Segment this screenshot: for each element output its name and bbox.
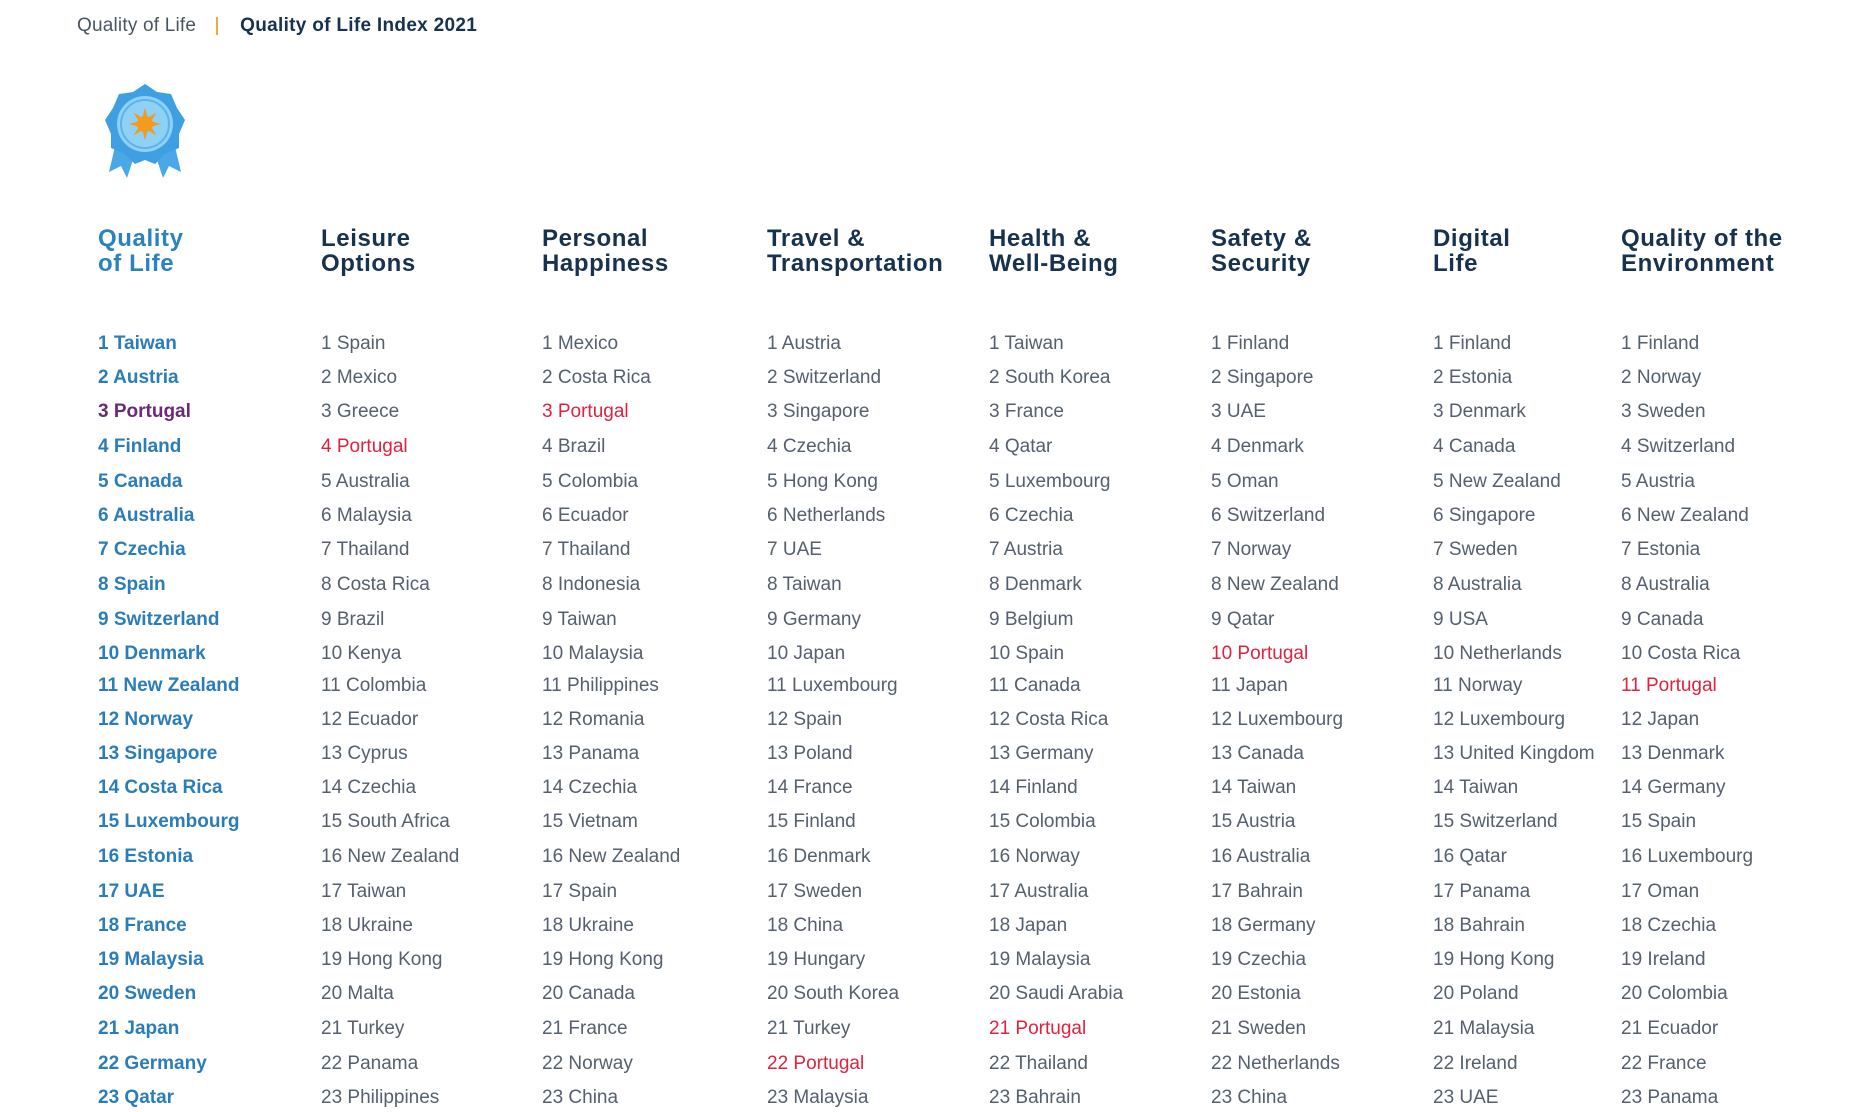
ranking-item: 1 Finland: [1211, 333, 1290, 354]
ranking-item: 5 Oman: [1211, 471, 1279, 492]
ranking-item: 1 Finland: [1621, 333, 1700, 354]
ranking-item: 13 Germany: [989, 743, 1094, 764]
ranking-item: 20 Saudi Arabia: [989, 983, 1124, 1004]
ranking-item: 18 Bahrain: [1433, 915, 1525, 936]
column-heading: [1433, 226, 1613, 286]
ranking-item: 21 Turkey: [321, 1018, 405, 1039]
ranking-item: 7 Austria: [989, 539, 1063, 560]
ranking-item: 21 Sweden: [1211, 1018, 1307, 1039]
ranking-item: 13 Singapore: [98, 743, 218, 764]
ranking-item: 6 Switzerland: [1211, 505, 1326, 526]
ranking-item: 23 Qatar: [98, 1087, 175, 1108]
ranking-item: 10 Japan: [767, 643, 846, 664]
ranking-item: 16 Luxembourg: [1621, 846, 1754, 867]
ranking-item: 10 Denmark: [98, 643, 206, 664]
ranking-item: 18 Germany: [1211, 915, 1316, 936]
ranking-item: 11 Portugal: [1621, 675, 1717, 696]
ranking-item: 6 New Zealand: [1621, 505, 1749, 526]
column-heading-line: Travel &: [767, 225, 866, 252]
ranking-item: 9 Qatar: [1211, 609, 1275, 630]
ranking-item: 15 Switzerland: [1433, 811, 1558, 832]
ranking-item: 11 Japan: [1211, 675, 1288, 696]
ranking-item: 18 Czechia: [1621, 915, 1717, 936]
column-heading-line: Environment: [1621, 250, 1775, 277]
ranking-item: 7 Thailand: [321, 539, 410, 560]
ranking-item: 19 Malaysia: [989, 949, 1091, 970]
ranking-item: 14 Czechia: [321, 777, 417, 798]
ranking-item: 21 Japan: [98, 1018, 180, 1039]
award-ribbon-icon: [103, 82, 187, 182]
ranking-item: 15 Luxembourg: [98, 811, 240, 832]
ranking-item: 19 Malaysia: [98, 949, 204, 970]
ranking-item: 21 Ecuador: [1621, 1018, 1719, 1039]
ranking-item: 9 Taiwan: [542, 609, 617, 630]
ranking-item: 11 Colombia: [321, 675, 427, 696]
ranking-item: 6 Netherlands: [767, 505, 886, 526]
ranking-item: 8 Australia: [1433, 574, 1522, 595]
ranking-item: 22 Netherlands: [1211, 1053, 1340, 1074]
ranking-item: 14 Costa Rica: [98, 777, 223, 798]
column-heading-line: Personal: [542, 225, 649, 252]
ranking-item: 20 Estonia: [1211, 983, 1301, 1004]
ranking-item: 10 Netherlands: [1433, 643, 1562, 664]
column-heading-line: Life: [1433, 250, 1479, 277]
ranking-item: 3 Singapore: [767, 401, 870, 422]
ranking-item: 13 Cyprus: [321, 743, 408, 764]
ranking-item: 2 Switzerland: [767, 367, 882, 388]
column-heading: [1211, 226, 1421, 286]
ranking-item: 16 Australia: [1211, 846, 1311, 867]
column-heading-line: Safety &: [1211, 225, 1312, 252]
ranking-item: 12 Japan: [1621, 709, 1700, 730]
ranking-item: 20 Sweden: [98, 983, 197, 1004]
ranking-column: [989, 225, 1199, 1108]
ranking-item: 3 Portugal: [98, 401, 191, 422]
ranking-item: 13 Poland: [767, 743, 853, 764]
ranking-item: 4 Brazil: [542, 436, 606, 457]
ranking-item: 17 Panama: [1433, 881, 1531, 902]
ranking-item: 15 Vietnam: [542, 811, 638, 832]
column-heading-line: Security: [1211, 250, 1311, 277]
ranking-item: 5 Hong Kong: [767, 471, 878, 492]
ranking-item: 13 Panama: [542, 743, 640, 764]
ranking-item: 23 Malaysia: [767, 1087, 869, 1108]
ranking-item: 19 Hong Kong: [542, 949, 664, 970]
column-heading-line: Leisure: [321, 225, 411, 252]
ranking-item: 16 Norway: [989, 846, 1080, 867]
ranking-item: 17 Bahrain: [1211, 881, 1303, 902]
ranking-item: 5 Luxembourg: [989, 471, 1111, 492]
ranking-item: 13 Denmark: [1621, 743, 1725, 764]
ranking-item: 12 Luxembourg: [1433, 709, 1566, 730]
ranking-item: 17 Australia: [989, 881, 1089, 902]
ranking-item: 8 Spain: [98, 574, 166, 595]
ranking-item: 12 Norway: [98, 709, 194, 730]
ranking-item: 15 Finland: [767, 811, 856, 832]
ranking-item: 5 Australia: [321, 471, 410, 492]
ranking-item: 6 Malaysia: [321, 505, 412, 526]
column-heading: [98, 226, 308, 286]
ranking-item: 7 Estonia: [1621, 539, 1701, 560]
ranking-item: 14 France: [767, 777, 853, 798]
ranking-item: 1 Taiwan: [98, 333, 177, 354]
ranking-item: 7 Sweden: [1433, 539, 1518, 560]
ranking-item: 1 Austria: [767, 333, 841, 354]
ranking-item: 6 Singapore: [1433, 505, 1536, 526]
ranking-item: 15 Colombia: [989, 811, 1096, 832]
ranking-item: 19 Hong Kong: [1433, 949, 1555, 970]
ranking-item: 9 Canada: [1621, 609, 1704, 630]
ranking-item: 22 Germany: [98, 1053, 207, 1074]
ranking-item: 14 Czechia: [542, 777, 638, 798]
ranking-item: 15 Spain: [1621, 811, 1697, 832]
ranking-item: 23 Panama: [1621, 1087, 1719, 1108]
ranking-item: 2 Estonia: [1433, 367, 1513, 388]
ranking-item: 21 Portugal: [989, 1018, 1087, 1039]
ranking-item: 3 Greece: [321, 401, 400, 422]
ranking-item: 19 Hungary: [767, 949, 866, 970]
ranking-item: 9 Brazil: [321, 609, 385, 630]
ranking-item: 22 Norway: [542, 1053, 633, 1074]
ranking-item: 8 Australia: [1621, 574, 1710, 595]
column-heading-line: Transportation: [767, 250, 944, 277]
ranking-item: 4 Denmark: [1211, 436, 1304, 457]
column-heading-line: Digital: [1433, 225, 1511, 252]
ranking-item: 7 UAE: [767, 539, 822, 560]
ranking-item: 2 Singapore: [1211, 367, 1314, 388]
ranking-item: 17 Spain: [542, 881, 618, 902]
ranking-item: 8 Indonesia: [542, 574, 641, 595]
ranking-item: 4 Czechia: [767, 436, 852, 457]
ranking-item: 12 Luxembourg: [1211, 709, 1344, 730]
ranking-item: 23 China: [542, 1087, 619, 1108]
ranking-item: 18 France: [98, 915, 187, 936]
ranking-item: 8 Costa Rica: [321, 574, 430, 595]
ranking-item: 5 New Zealand: [1433, 471, 1561, 492]
ranking-item: 1 Taiwan: [989, 333, 1064, 354]
ranking-item: 7 Norway: [1211, 539, 1292, 560]
ranking-item: 6 Australia: [98, 505, 195, 526]
ranking-item: 11 Philippines: [542, 675, 659, 696]
ranking-item: 12 Ecuador: [321, 709, 419, 730]
ranking-item: 13 Canada: [1211, 743, 1304, 764]
ranking-item: 4 Canada: [1433, 436, 1516, 457]
ranking-column: [1433, 225, 1613, 1108]
column-heading-line: Health &: [989, 225, 1092, 252]
column-heading-line: Quality: [98, 225, 184, 252]
ranking-column: [321, 225, 531, 1108]
breadcrumb-parent-link[interactable]: Quality of Life: [77, 15, 197, 36]
ranking-item: 10 Kenya: [321, 643, 402, 664]
ranking-item: 10 Costa Rica: [1621, 643, 1741, 664]
ranking-item: 23 UAE: [1433, 1087, 1499, 1108]
ranking-item: 15 Austria: [1211, 811, 1296, 832]
ranking-column: [542, 225, 752, 1108]
ranking-item: 18 Ukraine: [542, 915, 634, 936]
ranking-item: 11 New Zealand: [98, 675, 240, 696]
ranking-item: 22 Portugal: [767, 1053, 865, 1074]
ranking-item: 18 Japan: [989, 915, 1068, 936]
ranking-item: 17 UAE: [98, 881, 165, 902]
ranking-item: 14 Taiwan: [1211, 777, 1297, 798]
ranking-column: [767, 225, 977, 1108]
column-heading-line: Quality of the: [1621, 225, 1783, 252]
ranking-item: 3 Sweden: [1621, 401, 1706, 422]
ranking-item: 20 South Korea: [767, 983, 900, 1004]
ranking-item: 14 Taiwan: [1433, 777, 1519, 798]
ranking-item: 17 Oman: [1621, 881, 1700, 902]
column-heading: [321, 226, 531, 286]
ranking-item: 21 Turkey: [767, 1018, 851, 1039]
ranking-item: 10 Portugal: [1211, 643, 1309, 664]
ranking-item: 5 Austria: [1621, 471, 1695, 492]
ranking-item: 21 Malaysia: [1433, 1018, 1535, 1039]
column-heading: [989, 226, 1199, 286]
ranking-item: 20 Canada: [542, 983, 635, 1004]
ranking-item: 7 Czechia: [98, 539, 186, 560]
ranking-item: 20 Malta: [321, 983, 394, 1004]
ranking-item: 4 Qatar: [989, 436, 1053, 457]
column-heading-line: of Life: [98, 250, 175, 277]
ranking-item: 16 New Zealand: [542, 846, 681, 867]
ranking-item: 14 Germany: [1621, 777, 1726, 798]
ranking-item: 5 Colombia: [542, 471, 639, 492]
ranking-item: 3 Denmark: [1433, 401, 1526, 422]
ranking-item: 10 Spain: [989, 643, 1065, 664]
ranking-item: 12 Spain: [767, 709, 843, 730]
ranking-item: 2 Costa Rica: [542, 367, 651, 388]
ranking-item: 10 Malaysia: [542, 643, 644, 664]
ranking-item: 16 Denmark: [767, 846, 871, 867]
ranking-item: 22 France: [1621, 1053, 1707, 1074]
page-title: Quality of Life Index 2021: [240, 15, 478, 36]
ranking-item: 4 Portugal: [321, 436, 408, 457]
ranking-item: 2 Mexico: [321, 367, 398, 388]
ranking-item: 9 Belgium: [989, 609, 1074, 630]
ranking-item: 8 New Zealand: [1211, 574, 1339, 595]
ranking-item: 15 South Africa: [321, 811, 450, 832]
column-heading-line: Well-Being: [989, 250, 1119, 277]
ranking-item: 12 Costa Rica: [989, 709, 1109, 730]
ranking-item: 16 Qatar: [1433, 846, 1507, 867]
ranking-item: 9 Germany: [767, 609, 861, 630]
ranking-item: 23 Bahrain: [989, 1087, 1081, 1108]
ranking-item: 3 Portugal: [542, 401, 629, 422]
ranking-item: 5 Canada: [98, 471, 183, 492]
ranking-item: 4 Switzerland: [1621, 436, 1736, 457]
ranking-item: 11 Canada: [989, 675, 1081, 696]
ranking-item: 1 Finland: [1433, 333, 1512, 354]
ranking-item: 9 Switzerland: [98, 609, 220, 630]
column-heading-line: Options: [321, 250, 416, 277]
ranking-item: 19 Czechia: [1211, 949, 1307, 970]
ranking-item: 22 Ireland: [1433, 1053, 1518, 1074]
ranking-column: [1211, 225, 1421, 1108]
ranking-item: 23 China: [1211, 1087, 1288, 1108]
ranking-item: 7 Thailand: [542, 539, 631, 560]
ranking-item: 2 South Korea: [989, 367, 1111, 388]
ranking-item: 22 Thailand: [989, 1053, 1088, 1074]
ranking-item: 17 Sweden: [767, 881, 863, 902]
ranking-item: 20 Colombia: [1621, 983, 1728, 1004]
ranking-item: 2 Norway: [1621, 367, 1702, 388]
ranking-item: 19 Ireland: [1621, 949, 1706, 970]
ranking-item: 17 Taiwan: [321, 881, 407, 902]
ranking-item: 1 Spain: [321, 333, 386, 354]
ranking-item: 6 Ecuador: [542, 505, 629, 526]
ranking-item: 8 Denmark: [989, 574, 1082, 595]
ranking-item: 14 Finland: [989, 777, 1078, 798]
ranking-item: 9 USA: [1433, 609, 1488, 630]
ranking-column: [1621, 225, 1861, 1108]
column-heading: [767, 226, 977, 286]
ranking-item: 11 Luxembourg: [767, 675, 898, 696]
breadcrumb-separator: [216, 17, 218, 35]
ranking-item: 3 UAE: [1211, 401, 1266, 422]
ranking-item: 13 United Kingdom: [1433, 743, 1595, 764]
breadcrumb: [77, 14, 477, 38]
column-heading-line: Happiness: [542, 250, 669, 277]
ranking-item: 4 Finland: [98, 436, 182, 457]
ranking-item: 23 Philippines: [321, 1087, 440, 1108]
ranking-item: 18 China: [767, 915, 844, 936]
ranking-item: 1 Mexico: [542, 333, 619, 354]
ranking-item: 2 Austria: [98, 367, 179, 388]
ranking-item: 16 Estonia: [98, 846, 194, 867]
ranking-item: 22 Panama: [321, 1053, 419, 1074]
ranking-item: 18 Ukraine: [321, 915, 413, 936]
ranking-item: 6 Czechia: [989, 505, 1074, 526]
column-heading: [542, 226, 752, 286]
ranking-item: 21 France: [542, 1018, 628, 1039]
ranking-item: 11 Norway: [1433, 675, 1523, 696]
ranking-column: [98, 225, 308, 1108]
ranking-item: 16 New Zealand: [321, 846, 460, 867]
ranking-item: 8 Taiwan: [767, 574, 842, 595]
ranking-item: 3 France: [989, 401, 1064, 422]
column-heading: [1621, 226, 1861, 286]
ranking-item: 19 Hong Kong: [321, 949, 443, 970]
ranking-item: 20 Poland: [1433, 983, 1519, 1004]
ranking-item: 12 Romania: [542, 709, 645, 730]
